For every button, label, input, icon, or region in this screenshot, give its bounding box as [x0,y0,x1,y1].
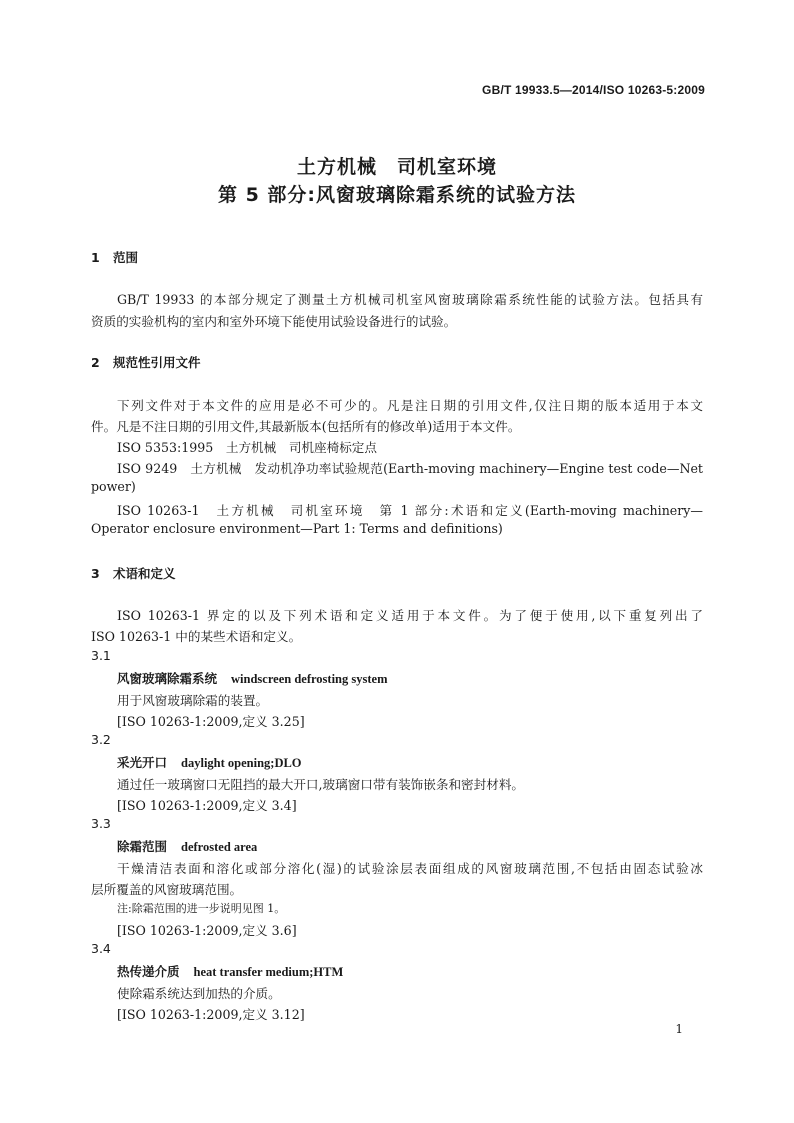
term-definition-cont: 层所覆盖的风窗玻璃范围。 [91,882,243,897]
term-note: 注:除霜范围的进一步说明见图 1。 [117,902,286,915]
term-zh: 热传递介质 [117,964,180,979]
term-definition: 干燥清洁表面和溶化或部分溶化(湿)的试验涂层表面组成的风窗玻璃范围,不包括由固态试验冰 [117,861,703,876]
term-en: defrosted area [181,840,258,854]
term-source: [ISO 10263-1:2009,定义 3.12] [117,1007,305,1022]
term-source: [ISO 10263-1:2009,定义 3.25] [117,714,305,729]
section-title: 范围 [113,250,139,265]
term-number: 3.1 [91,648,111,663]
term-zh: 除霜范围 [117,839,168,854]
references-intro-line: 下列文件对于本文件的应用是必不可少的。凡是注日期的引用文件,仅注日期的版本适用于本文 [117,398,703,413]
term-entry [117,669,388,687]
term-number: 3.3 [91,816,111,831]
term-en: windscreen defrosting system [231,672,388,686]
terms-intro-line: ISO 10263-1 界定的以及下列术语和定义适用于本文件。为了便于使用,以下重复列出了 [117,608,703,623]
term-definition: 使除霜系统达到加热的介质。 [117,986,281,1001]
terms-intro-line: ISO 10263-1 中的某些术语和定义。 [91,629,302,644]
section-title: 术语和定义 [113,566,176,581]
scope-paragraph-line: 资质的实验机构的室内和室外环境下能使用试验设备进行的试验。 [91,314,457,329]
term-source: [ISO 10263-1:2009,定义 3.4] [117,798,297,813]
reference-item-iso9249-cont: power) [91,479,136,494]
scope-paragraph-line: GB/T 19933 的本部分规定了测量土方机械司机室风窗玻璃除霜系统性能的试验方法。包括具有 [117,292,703,307]
standard-code-header: GB/T 19933.5—2014/ISO 10263-5:2009 [482,83,705,97]
term-entry [117,962,343,980]
term-number: 3.2 [91,732,111,747]
section-number: 1 [91,250,100,265]
section-3-heading [91,564,176,582]
term-number: 3.4 [91,941,111,956]
section-2-heading [91,353,201,371]
reference-item-iso9249: ISO 9249 土方机械 发动机净功率试验规范(Earth-moving machinery—Engine test code—Net [117,461,703,476]
section-1-heading [91,248,138,266]
page-number: 1 [675,1022,683,1036]
section-number: 2 [91,355,100,370]
reference-item-iso10263-1-cont: Operator enclosure environment—Part 1: Terms and definitions) [91,521,503,536]
section-title: 规范性引用文件 [113,355,201,370]
term-en: heat transfer medium;HTM [193,965,344,979]
reference-item-iso5353: ISO 5353:1995 土方机械 司机座椅标定点 [117,440,377,455]
term-zh: 采光开口 [117,755,168,770]
section-number: 3 [91,566,100,581]
document-title-line1: 土方机械 司机室环境 [296,156,497,178]
term-zh: 风窗玻璃除霜系统 [117,671,218,686]
term-source: [ISO 10263-1:2009,定义 3.6] [117,923,297,938]
reference-item-iso10263-1: ISO 10263-1 土方机械 司机室环境 第 1 部分:术语和定义(Earth-moving machinery— [117,503,703,518]
document-title-line2: 第 5 部分:风窗玻璃除霜系统的试验方法 [217,184,577,206]
term-entry [117,753,302,771]
term-definition: 用于风窗玻璃除霜的装置。 [117,693,269,708]
term-definition: 通过任一玻璃窗口无阻挡的最大开口,玻璃窗口带有装饰嵌条和密封材料。 [117,777,525,792]
term-en: daylight opening;DLO [181,756,302,770]
references-intro-line: 件。凡是不注日期的引用文件,其最新版本(包括所有的修改单)适用于本文件。 [91,419,521,434]
term-entry [117,837,257,855]
